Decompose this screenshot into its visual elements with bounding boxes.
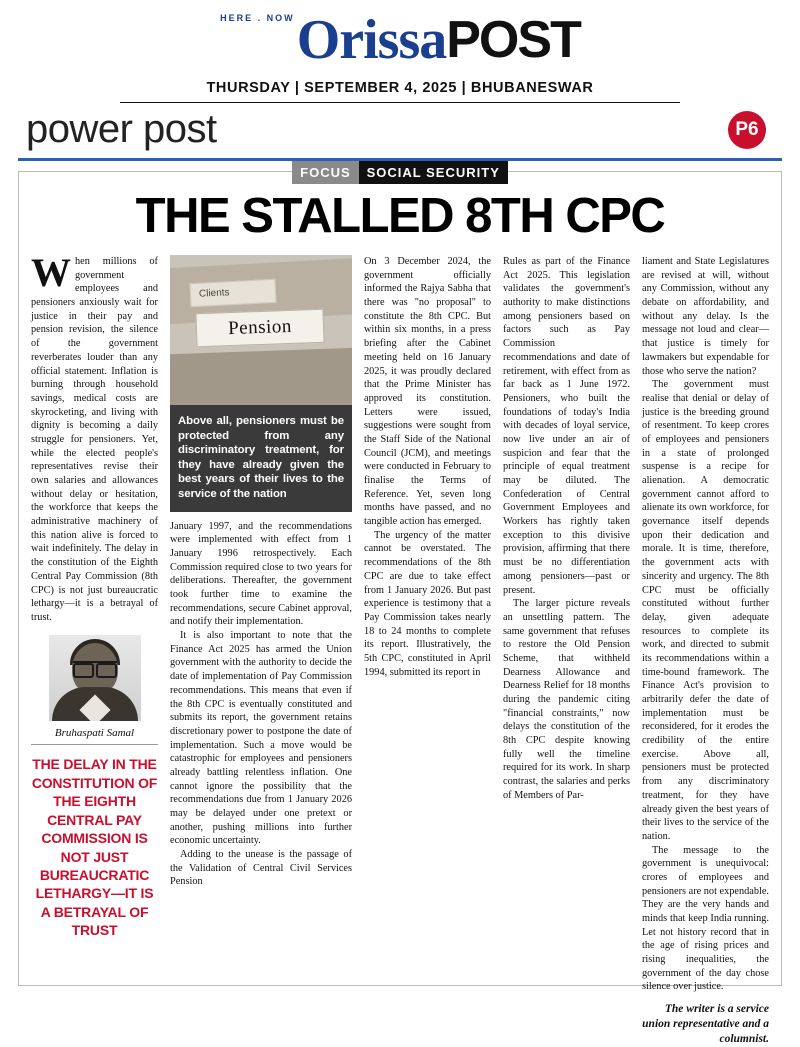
article-photo (170, 255, 352, 405)
section-bar (0, 103, 800, 152)
photo-label-text: Pension (227, 316, 293, 340)
author-portrait (49, 635, 141, 721)
col5-paragraph-3: The message to the government is unequivocal: crores of employees and pensioners are not expendable. They are the very hands and minds that keep India running. Let not history record that in the age of rising prices and rising inequalities, the government of the day chose silence over justice. (642, 844, 769, 993)
photo-caption: Above all, pensioners must be protected from any discriminatory treatment, for they have already given the best years of their lives to the service of the nation (170, 405, 352, 512)
here-now-tagline: HERE . NOW (220, 12, 295, 23)
photo-folder-bottom (170, 347, 352, 405)
col5-paragraph-1: liament and State Legislatures are revised at will, without any Commission, without any debate on affordability, and without any delay. Is the message not loud and clear—that justice is timely for lawmakers but expendable for those who serve the nation? (642, 256, 769, 377)
col2-paragraph-1: January 1997, and the recommendations were implemented with effect from 1 January 1996 retrospectively. Each Commission required close to two years for deliberations. Thereafter, the government took further time to examine the recommendations, secure Cabinet approval, and notify their implementation. (170, 520, 352, 628)
logo-post: POST (446, 11, 580, 69)
pull-quote: THE DELAY IN THE CONSTITUTION OF THE EIGHTH CENTRAL PAY COMMISSION IS NOT JUST BUREAUCRATIC LETHARGY—IT IS A BETRAYAL OF TRUST (31, 756, 158, 939)
column-4 (503, 255, 630, 803)
col3-paragraph-1: On 3 December 2024, the government officially informed the Rajya Sabha that there was "no proposal" to constitute the 8th CPC. But within six months, in a press briefing after the Cabinet meeting held on 16 January 2025, it was proudly declared that the Prime Minister has approved its constitution. Letters were issued, suggestions were sought from the Staff Side of the National Council (JCM), and meetings were conducted in February to finalise the Terms of Reference. Yet, seven long months have passed, and no tangible action has emerged. (364, 256, 491, 528)
col1-paragraph-1 (31, 250, 158, 625)
column-5 (642, 255, 769, 1047)
article-frame (18, 165, 782, 1045)
col2-paragraph-2: It is also important to note that the Finance Act 2025 has armed the Union government with the authority to decide the date of implementation of Pay Commission recommendations. This means that even if the 8th CPC is eventually constituted and submits its report, the government retains discretionary power to postpone the date of implementation. Such a move would be catastrophic for employees and pensioners already battling relentless inflation. One cannot ignore the possibility that the recommendations due from 1 January 2026 may be delayed under one pretext or another, pushing millions into further economic uncertainty. (170, 630, 352, 847)
writer-credit: The writer is a service union representative and a columnist. (642, 1003, 769, 1045)
newspaper-logo (0, 9, 800, 71)
col2-paragraph-3: Adding to the unease is the passage of the Validation of Central Civil Services Pension (170, 849, 352, 888)
glasses-icon (73, 661, 117, 672)
focus-tag (31, 161, 769, 184)
article-columns (31, 250, 769, 1047)
column-2 (170, 255, 352, 889)
col3-paragraph-2: The urgency of the matter cannot be overstated. The recommendations of the 8th CPC are due to take effect from 1 January 2026. But past experience is testimony that a Pay Commission takes nearly 18 to 24 months to complete its report. Illustratively, the 5th CPC, constituted in April 1994, submitted its report in (364, 529, 491, 678)
author-block (31, 635, 158, 940)
masthead (0, 0, 800, 103)
dateline: THURSDAY | SEPTEMBER 4, 2025 | BHUBANESWAR (120, 80, 680, 103)
col1-body-text: hen millions of government employees and pensioners anxiously wait for justice in their pay and pension revision, the silence of the government reverberates louder than any official statement. Inflation is burning through household savings, medical costs are skyrocketing, and living with dignity is becoming a daily struggle for pensioners. Yet, while the elected people's representatives revise their own salaries and allowances without delay or hesitation, the workforce that keeps the administrative machinery of this nation alive is forced to wait indefinitely. The delay in the constitution of the Eighth Central Pay Commission (8th CPC) is not just bureaucratic lethargy—it is a betrayal of trust. (31, 256, 158, 623)
section-title: power post (26, 107, 217, 151)
column-1 (31, 250, 158, 940)
col5-paragraph-2: The government must realise that denial or delay of justice is the breeding ground of resentment. To keep crores of employees and pensioners in a state of prolonged suspense is a recipe for alienation. A democratic government cannot afford to alienate its own workforce, for governance itself depends upon their dedication and morale. It is time, therefore, the government acts with sincerity and urgency. The 8th CPC must be officially constituted without further delay, given adequate resources to complete its work, and directed to submit its recommendations within a time-bound framework. The Finance Act's provision to arbitrarily defer the date of implementation must be reconsidered, for it erodes the credibility of the entire exercise. Above all, pensioners must be protected from any discriminatory treatment, for they have already given the best years of their lives to the service of the nation. (642, 379, 769, 842)
col4-paragraph-1: Rules as part of the Finance Act 2025. This legislation validates the government's authority to make distinctions among pensioners based on factors such as Pay Commission recommendations and date of retirement, with effect from as far back as 1 June 1972. Pensioners, who built the foundations of today's India with decades of loyal service, now live under an air of suspicion and fear that the principle of equal treatment may be diluted. The Confederation of Central Government Employees and Workers has rightly taken exception to this divisive provision, affirming that there must be no differentiation among pensioners—past or present. (503, 256, 630, 596)
logo-orissa: Orissa (296, 9, 447, 71)
photo-pension-label (195, 309, 324, 347)
article-headline: THE STALLED 8TH CPC (135, 189, 665, 243)
col4-paragraph-2: The larger picture reveals an unsettling pattern. The same government that refuses to restore the Old Pension Scheme, that withheld Dearness Allowance and Dearness Relief for 18 months during the pandemic citing "financial constraints," now delays the constitution of the 8th CPC despite knowing fully well the timeline required for its work. In sharp contrast, the salaries and perks of Members of Par- (503, 598, 630, 801)
column-3 (364, 255, 491, 679)
author-name: Bruhaspati Samal (31, 726, 158, 746)
drop-cap: W (31, 250, 71, 295)
page-number-badge: P6 (728, 111, 766, 149)
focus-label: FOCUS (292, 161, 359, 184)
photo-tab-text: Clients (198, 287, 230, 300)
focus-topic: SOCIAL SECURITY (359, 161, 508, 184)
photo-folder-tab (189, 279, 276, 307)
